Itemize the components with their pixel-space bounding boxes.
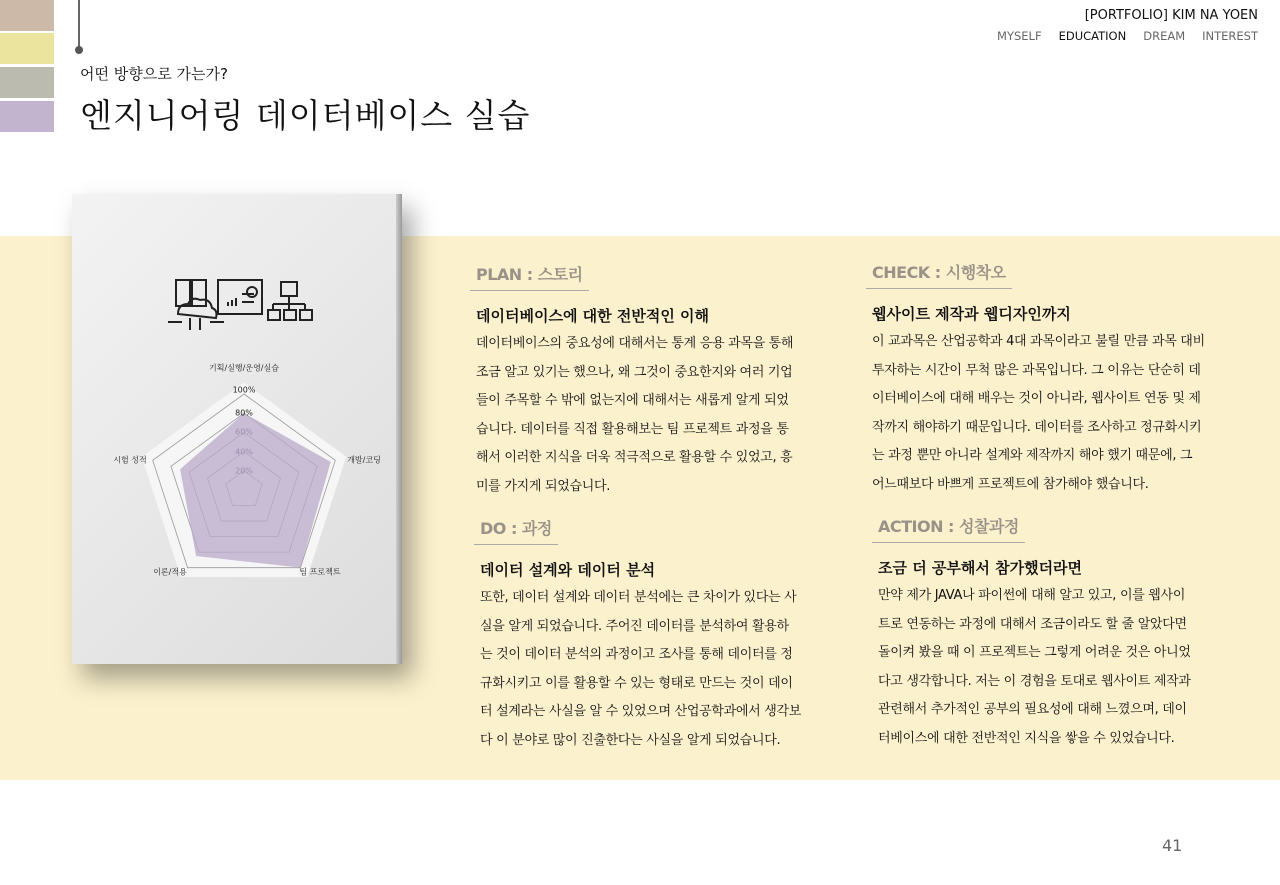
radar-axis-label: 시험 성적: [113, 455, 147, 465]
section-heading: ACTION : 성찰과정: [872, 514, 1025, 543]
section-heading: PLAN : 스토리: [470, 262, 589, 291]
body-line: 조금 알고 있기는 했으나, 왜 그것이 중요한지와 여러 기업: [476, 364, 793, 380]
body-line: 실을 알게 되었습니다. 주어진 데이터를 분석하여 활용하: [480, 618, 789, 634]
page-number: 41: [1162, 836, 1183, 855]
book-mockup: [72, 194, 402, 664]
body-line: 이 교과목은 산업공학과 4대 과목이라고 불릴 만큼 과목 대비: [872, 334, 1205, 349]
body-line: 이터베이스에 대해 배우는 것이 아니라, 웹사이트 연동 및 제: [872, 391, 1201, 406]
radar-axis-label: 개발/코딩: [347, 455, 381, 465]
radar-axis-label: 기획/실행/운영/실습: [209, 363, 279, 373]
section-subtitle: 데이터베이스에 대한 전반적인 이해: [476, 307, 710, 325]
body-line: 또한, 데이터 설계와 데이터 분석에는 큰 차이가 있다는 사: [480, 590, 797, 605]
radar-tick-label: 40%: [235, 447, 253, 457]
body-line: 투자하는 시간이 무척 많은 과목입니다. 그 이유는 단순히 데: [872, 362, 1201, 378]
section-subtitle: 웹사이트 제작과 웹디자인까지: [872, 305, 1071, 323]
body-line: 규화시키고 이를 활용할 수 있는 형태로 만드는 것이 데이: [480, 675, 793, 691]
body-line: 터 설계라는 사실을 알 수 있었으며 산업공학과에서 생각보: [480, 704, 802, 719]
body-line: 돌이켜 봤을 때 이 프로젝트는 그렇게 어려운 것은 아니었: [878, 645, 1191, 660]
body-line: 트로 연동하는 과정에 대해서 조금이라도 할 줄 알았다면: [878, 616, 1187, 632]
section-action: [872, 514, 1232, 753]
radar-tick-label: 60%: [235, 427, 253, 437]
top-nav: [997, 29, 1258, 43]
body-line: 터베이스에 대한 전반적인 지식을 쌓을 수 있었습니다.: [878, 730, 1175, 746]
timeline-line: [78, 0, 80, 48]
radar-axis-label: 팀 프로젝트: [299, 567, 341, 577]
section-subtitle: 조금 더 공부해서 참가했더라면: [878, 559, 1083, 577]
swatch: [0, 101, 54, 132]
section-heading: CHECK : 시행착오: [866, 260, 1012, 289]
section-heading: DO : 과정: [474, 516, 558, 545]
radar-tick-label: 80%: [235, 408, 253, 418]
page-subtitle: 어떤 방향으로 가는가?: [80, 65, 228, 83]
brand-title: [PORTFOLIO] KIM NA YOEN: [1084, 8, 1258, 23]
swatch: [0, 33, 54, 64]
swatch: [0, 67, 54, 98]
body-line: 데이터베이스의 중요성에 대해서는 통계 응용 과목을 통해: [476, 336, 794, 351]
body-line: 습니다. 데이터를 직접 활용해보는 팀 프로젝트 과정을 통: [476, 421, 789, 437]
nav-myself[interactable]: MYSELF: [997, 29, 1042, 43]
section-do: [474, 516, 834, 755]
body-line: 어느때보다 바쁘게 프로젝트에 참가해야 했습니다.: [872, 476, 1149, 492]
body-line: 들이 주목할 수 밖에 없는지에 대해서는 새롭게 알게 되었: [476, 393, 789, 408]
section-subtitle: 데이터 설계와 데이터 분석: [480, 561, 656, 579]
nav-interest[interactable]: INTEREST: [1202, 29, 1258, 43]
nav-education[interactable]: EDUCATION: [1058, 29, 1127, 43]
swatch: [0, 0, 54, 31]
body-line: 는 과정 뿐만 아니라 설계와 제작까지 해야 했기 때문에, 그: [872, 448, 1193, 463]
body-line: 는 것이 데이터 분석의 과정이고 조사를 통해 데이터를 정: [480, 647, 793, 662]
page-title: 엔지니어링 데이터베이스 실습: [80, 96, 531, 135]
body-line: 작까지 해야하기 때문입니다. 데이터를 조사하고 정규화시키: [872, 419, 1202, 435]
nav-dream[interactable]: DREAM: [1143, 29, 1186, 43]
section-check: [866, 260, 1226, 499]
timeline-dot: [75, 46, 83, 54]
radar-tick-label: 100%: [232, 385, 256, 395]
body-line: 만약 제가 JAVA나 파이썬에 대해 알고 있고, 이를 웹사이: [878, 588, 1186, 603]
body-line: 다고 생각합니다. 저는 이 경험을 토대로 웹사이트 제작과: [878, 673, 1191, 689]
body-line: 다 이 분야로 많이 진출한다는 사실을 알게 되었습니다.: [480, 732, 781, 748]
body-line: 관련해서 추가적인 공부의 필요성에 대해 느꼈으며, 데이: [878, 702, 1187, 717]
body-line: 해서 이러한 지식을 더욱 적극적으로 활용할 수 있었고, 흥: [476, 450, 793, 465]
section-plan: [470, 262, 830, 501]
radar-axis-label: 이론/적용: [153, 567, 187, 577]
body-line: 미를 가지게 되었습니다.: [476, 478, 611, 494]
database-icons: [168, 280, 312, 330]
radar-tick-label: 20%: [235, 466, 253, 476]
